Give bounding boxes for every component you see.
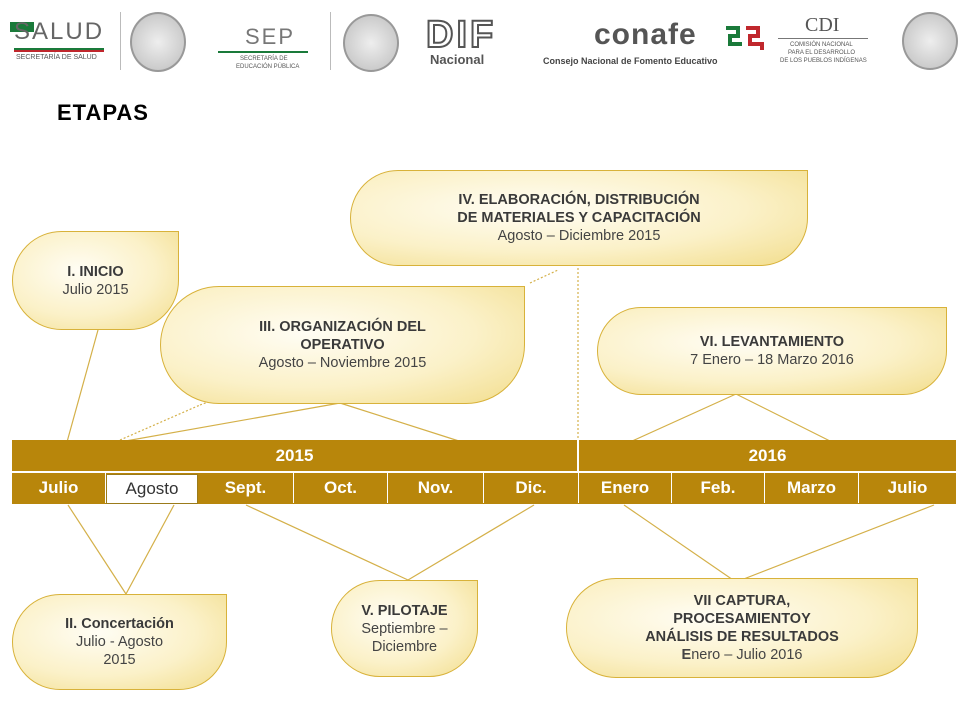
stage-7-title-1: VII CAPTURA, [693,593,791,609]
stage-7-date-initial: E [681,647,692,663]
stage-7-title-2: PROCESAMIENTOY [673,611,811,627]
stage-7-title-3: ANÁLISIS DE RESULTADOS [645,629,839,645]
dif-name: DIF [426,14,497,56]
salud-name: SALUD [14,18,105,45]
stage-5-title: V. PILOTAJE [361,602,448,619]
month-nov: Nov. [388,473,484,503]
stage-7-captura [566,578,918,678]
stage-2-date-1: Julio - Agosto [75,634,164,650]
month-enero: Enero [579,473,672,503]
sep-sub1: SECRETARÍA DE [240,56,288,62]
stage-1-title: I. INICIO [67,263,124,280]
cdi-sub1: COMISIÓN NACIONAL [790,42,853,48]
month-oct: Oct. [294,473,388,503]
stage-4-date: Agosto – Diciembre 2015 [497,228,661,244]
stage-6-levantamiento [597,307,947,395]
month-julio-2016: Julio [887,478,928,497]
stage-1-inicio [12,231,179,330]
stage-7-date-rest: nero – Julio 2016 [691,647,803,663]
stage-3-organizacion [160,286,525,404]
dif-sub: Nacional [430,52,485,67]
stage-5-date-2: Diciembre [371,638,438,655]
stage-1-date: Julio 2015 [62,281,129,298]
stage-3-title-1: III. ORGANIZACIÓN DEL [259,319,426,335]
stage-5-date-1: Septiembre – [361,620,448,637]
year-2016: 2016 [748,446,787,465]
month-marzo: Marzo [765,473,859,503]
sep-sub2: EDUCACIÓN PÚBLICA [236,64,300,70]
stage-2-concertacion [12,594,227,690]
month-feb: Feb. [672,473,765,503]
stage-6-date: 7 Enero – 18 Marzo 2016 [690,352,854,368]
stage-4-title-2: DE MATERIALES Y CAPACITACIÓN [457,210,701,226]
stage-6-title: VI. LEVANTAMIENTO [699,334,845,350]
conafe-name: conafe [594,18,697,51]
sep-name: SEP [245,24,296,49]
stage-2-title: II. Concertación [65,616,174,632]
year-2015: 2015 [275,446,314,465]
stage-2-date-2: 2015 [103,652,136,668]
stage-3-date: Agosto – Noviembre 2015 [258,355,427,371]
month-dic: Dic. [484,473,579,503]
cdi-sub3: DE LOS PUEBLOS INDÍGENAS [780,58,867,64]
stage-5-pilotaje [331,580,478,677]
stage-3-title-2: OPERATIVO [300,337,385,353]
month-julio-2015: Julio [12,473,106,503]
cdi-name: CDI [805,14,840,36]
month-sept: Sept. [198,473,294,503]
cdi-sub2: PARA EL DESARROLLO [788,50,856,56]
page-title: ETAPAS [57,100,149,125]
salud-sub: SECRETARÍA DE SALUD [16,54,97,61]
stage-4-elaboracion [350,170,808,266]
conafe-sub: Consejo Nacional de Fomento Educativo [543,56,718,66]
stage-7-date [567,646,917,664]
stage-4-title-1: IV. ELABORACIÓN, DISTRIBUCIÓN [458,192,700,208]
month-agosto-highlighted: Agosto [106,474,198,504]
